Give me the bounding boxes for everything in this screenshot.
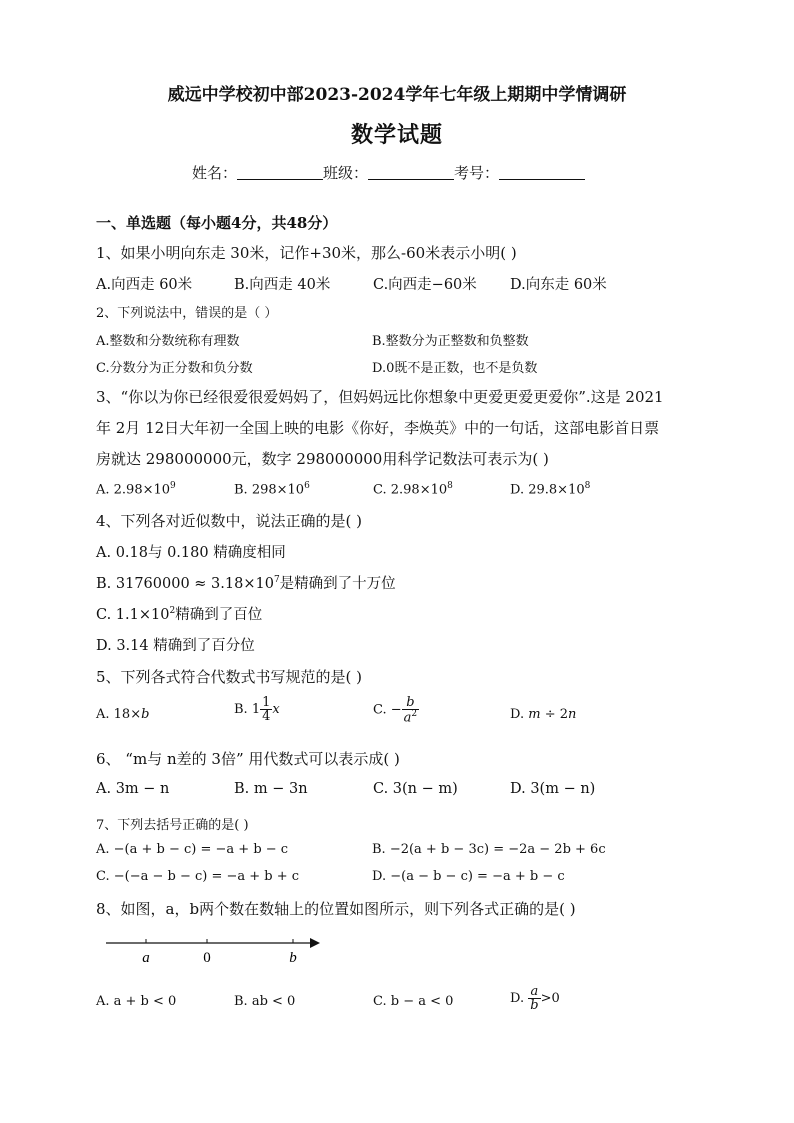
class-blank[interactable] [368, 165, 454, 180]
q8-option-c: C. b − a < 0 [373, 994, 454, 1009]
question-3-line-3: 房就达 298000000元，数字 298000000用科学记数法可表示为( ) [96, 450, 549, 468]
q3-option-d: D. $29.8\times 10^8$ [510, 481, 591, 498]
axis-arrow-icon [310, 938, 320, 948]
question-1-stem: 1、如果小明向东走 30米，记作+30米，那么-60米表示小明( ) [96, 244, 517, 262]
q5-option-c: C. − $\frac{b}{a^2}$ [373, 695, 418, 726]
section-heading: 一、单选题（每小题4分，共48分） [96, 214, 338, 232]
q7-option-b: B. −2(a + b − 3c) = −2a − 2b + 6c [372, 842, 606, 857]
axis-label-b: b [289, 950, 297, 966]
q1-option-d: D.向东走 60米 [510, 277, 607, 293]
q8-option-b: B. ab < 0 [234, 994, 296, 1009]
q3-option-a: A. $2.98\times 10^9$ [96, 481, 176, 498]
question-5-stem: 5、下列各式符合代数式书写规范的是( ) [96, 668, 363, 686]
q4-option-a: A. 0.18与 0.180 精确度相同 [96, 545, 286, 561]
question-4-stem: 4、下列各对近似数中，说法正确的是( ) [96, 512, 363, 530]
q5-option-b: B. 1 $\frac{1}{4}$ x [234, 695, 280, 724]
student-info-line [192, 162, 585, 183]
question-7-stem: 7、下列去括号正确的是( ) [96, 818, 249, 833]
fraction-b-over-a-squared: $\frac{b}{a^2}$ [403, 695, 418, 726]
question-8-stem: 8、如图，a，b两个数在数轴上的位置如图所示，则下列各式正确的是( ) [96, 900, 576, 918]
exam-no-blank[interactable] [499, 165, 585, 180]
q1-option-b: B.向西走 40米 [234, 277, 331, 293]
name-label: 姓名： [192, 164, 238, 182]
subject-title: 数学试题 [350, 122, 443, 148]
question-3-line-2: 年 2月 12日大年初一全国上映的电影《你好，李焕英》中的一句话，这部电影首日票 [96, 419, 660, 437]
q2-option-c: C.分数分为正分数和负分数 [96, 361, 253, 376]
q4-option-c: C. $1.1\times 10^2$精确到了百位 [96, 606, 263, 623]
q4-option-d: D. 3.14 精确到了百分位 [96, 638, 255, 654]
q2-option-b: B.整数分为正整数和负整数 [372, 334, 529, 349]
q1-option-a: A.向西走 60米 [96, 277, 193, 293]
fraction-a-over-b: $\frac{a}{b}$ [530, 984, 539, 1013]
q2-option-a: A.整数和分数统称有理数 [96, 334, 240, 349]
q8-option-a: A. a + b < 0 [96, 994, 177, 1009]
exam-no-label: 考号： [454, 164, 500, 182]
q6-option-c: C. 3(n − m) [373, 781, 458, 797]
q6-option-b: B. m − 3n [234, 781, 308, 797]
axis-label-0: 0 [203, 950, 211, 966]
q7-option-d: D. −(a − b − c) = −a + b − c [372, 869, 565, 884]
question-2-stem: 2、下列说法中，错误的是（ ） [96, 306, 278, 321]
q8-option-d: D. $\frac{a}{b}$ >0 [510, 984, 560, 1013]
mixed-fraction: $\frac{1}{4}$ [262, 695, 271, 724]
q5-option-a: A. 18×b [96, 707, 150, 722]
q7-option-c: C. −(−a − b − c) = −a + b + c [96, 869, 300, 884]
q3-option-c: C. $2.98\times 10^8$ [373, 481, 453, 498]
class-label: 班级： [323, 164, 369, 182]
q2-option-d: D.0既不是正数，也不是负数 [372, 361, 538, 376]
q6-option-d: D. 3(m − n) [510, 781, 596, 797]
q3-option-b: B. $298\times 10^6$ [234, 481, 310, 498]
question-3-line-1: 3、“你以为你已经很爱很爱妈妈了，但妈妈远比你想象中更爱更爱更爱你”.这是 2021 [96, 388, 664, 406]
q6-option-a: A. 3m − n [96, 781, 170, 797]
number-line-figure [100, 928, 330, 970]
name-blank[interactable] [237, 165, 323, 180]
axis-label-a: a [142, 950, 150, 966]
question-6-stem: 6、 “m与 n差的 3倍” 用代数式可以表示成( ) [96, 750, 400, 768]
q1-option-c: C.向西走−60米 [373, 277, 477, 293]
q7-option-a: A. −(a + b − c) = −a + b − c [96, 842, 289, 857]
q4-option-b: B. $31760000 \approx 3.18\times 10^7$是精确到了十万位 [96, 575, 396, 592]
school-title: 威远中学校初中部2023-2024学年七年级上期期中学情调研 [167, 85, 627, 105]
q5-option-d: D. m ÷ 2n [510, 707, 577, 722]
